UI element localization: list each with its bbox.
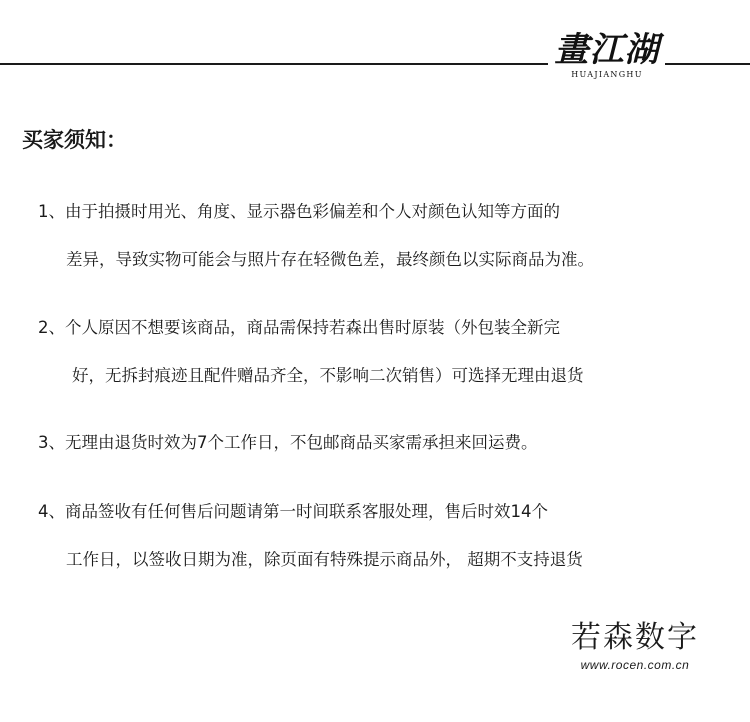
header-divider-right	[665, 63, 750, 65]
notice-2-line-2: 好，无拆封痕迹且配件赠品齐全，不影响二次销售）可选择无理由退货	[72, 366, 584, 385]
logo-latin-text: HUAJIANGHU	[571, 70, 643, 79]
notice-4-line-1: 4、商品签收有任何售后问题请第一时间联系客服处理，售后时效14个	[38, 502, 548, 521]
header-divider-left	[0, 63, 548, 65]
notice-4-line-2: 工作日，以签收日期为准，除页面有特殊提示商品外， 超期不支持退货	[66, 550, 583, 569]
rocen-brand-footer	[560, 620, 710, 673]
notice-1-line-2: 差异，导致实物可能会与照片存在轻微色差，最终颜色以实际商品为准。	[66, 250, 594, 269]
notice-2-line-1: 2、个人原因不想要该商品，商品需保持若森出售时原装（外包装全新完	[38, 318, 560, 337]
brand-name: 若森数字	[571, 620, 699, 655]
huajianghu-logo	[552, 30, 662, 90]
brand-url: www.rocen.com.cn	[580, 658, 690, 672]
logo-chinese-text: 畫江湖	[554, 30, 660, 70]
page-title: 买家须知：	[22, 128, 127, 152]
notice-1-line-1: 1、由于拍摄时用光、角度、显示器色彩偏差和个人对颜色认知等方面的	[38, 202, 560, 221]
notice-3-line-1: 3、无理由退货时效为7个工作日，不包邮商品买家需承担来回运费。	[38, 433, 538, 452]
